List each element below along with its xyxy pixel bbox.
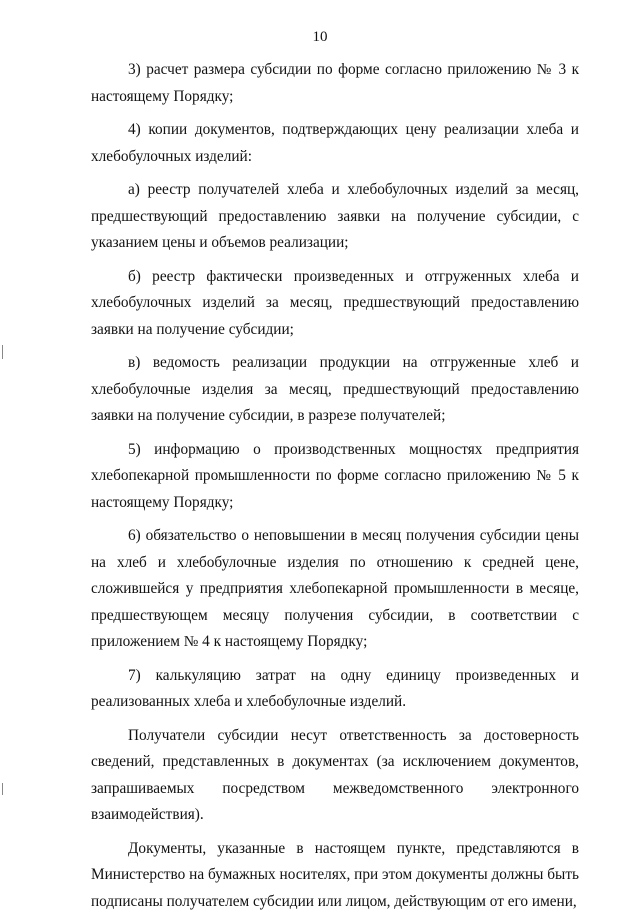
list-item-3: 3) расчет размера субсидии по форме согласно приложению № 3 к настоящему Порядку; [91, 61, 579, 105]
responsibility-paragraph: Получатели субсидии несут ответственность за достоверность сведений, представленных в документах (за исключением документов, запрашиваемых посредством межведомственного электронного взаимодействия). [91, 726, 579, 823]
list-item-7: 7) калькуляцию затрат на одну единицу произведенных и реализованных хлеба и хлебобулочные изделий. [91, 666, 579, 710]
scan-edge-mark [2, 783, 3, 795]
sub-item-b: б) реестр фактически произведенных и отгруженных хлеба и хлебобулочных изделий за месяц, предшествующий предоставлению заявки на получение субсидии; [91, 267, 579, 338]
list-item-4: 4) копии документов, подтверждающих цену реализации хлеба и хлебобулочных изделий: [91, 121, 579, 165]
documents-submission-paragraph: Документы, указанные в настоящем пункте, представляются в Министерство на бумажных носителях, при этом документы должны быть подписаны получателем субсидии или лицом, действующим от его имени, [91, 839, 579, 910]
document-body [91, 57, 579, 922]
page-number: 10 [312, 29, 328, 45]
list-item-5: 5) информацию о производственных мощностях предприятия хлебопекарной промышленности по форме согласно приложению № 5 к настоящему Порядку; [91, 440, 579, 511]
sub-item-v: в) ведомость реализации продукции на отгруженные хлеб и хлебобулочные изделия за месяц, предшествующий предоставлению заявки на получение субсидии, в разрезе получателей; [91, 354, 579, 424]
list-item-6: 6) обязательство о неповышении в месяц получения субсидии цены на хлеб и хлебобулочные изделия по отношению к средней цене, сложившейся у предприятия хлебопекарной промышленности в месяце, предшествующем месяцу получения субсидии, в соответствии с приложением № 4 к настоящему Порядку; [91, 527, 579, 650]
sub-item-a: а) реестр получателей хлеба и хлебобулочных изделий за месяц, предшествующий предоставлению заявки на получение субсидии, с указанием цены и объемов реализации; [91, 181, 579, 251]
scan-edge-mark [2, 345, 3, 359]
